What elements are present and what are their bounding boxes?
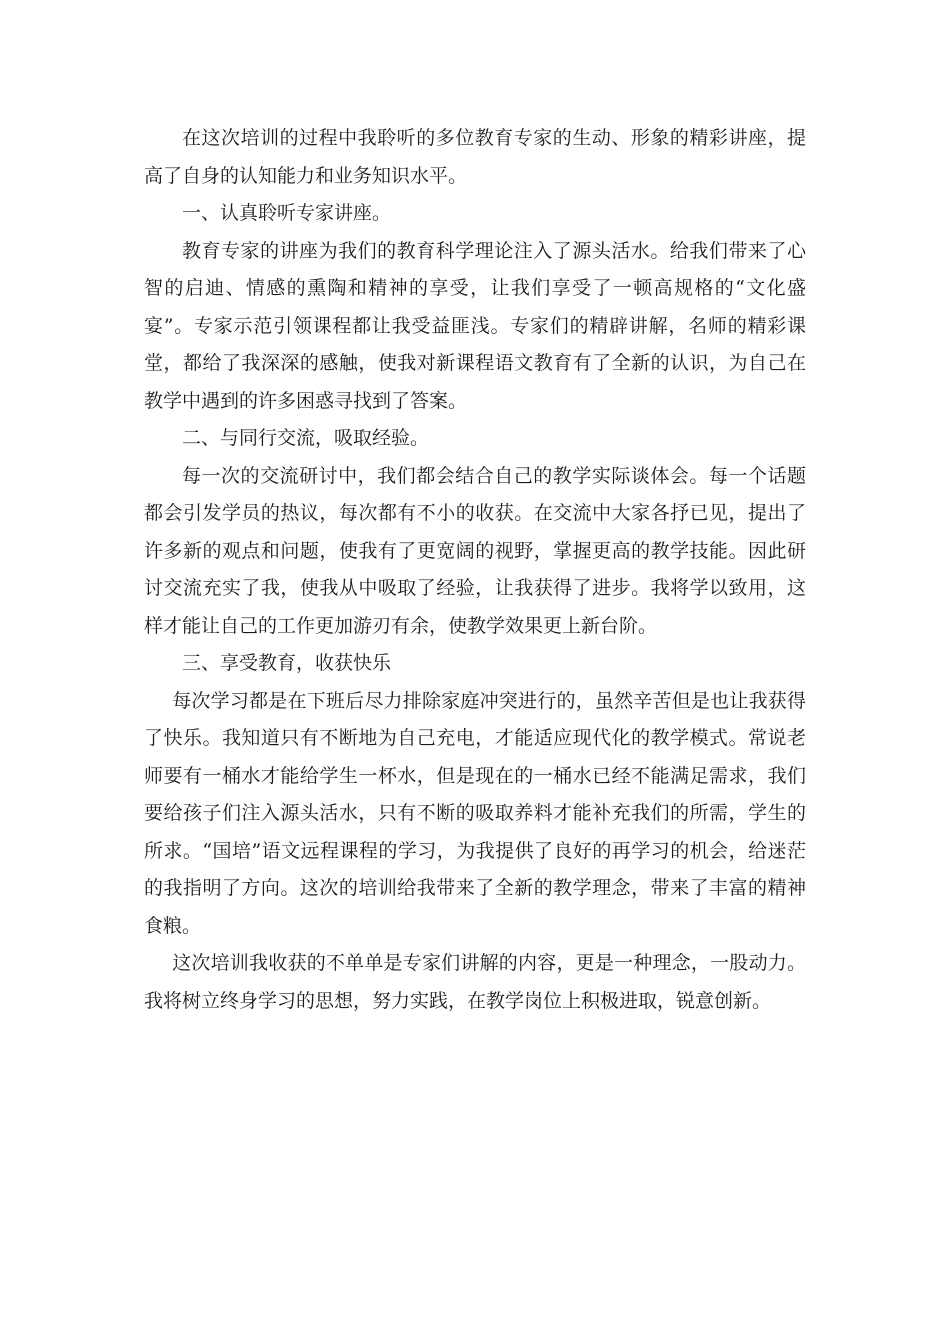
paragraph-section-3 xyxy=(144,683,806,946)
paragraph-intro: 在这次培训的过程中我聆听的多位教育专家的生动、形象的精彩讲座，提高了自身的认知能力和业务知识水平。 xyxy=(144,127,806,187)
document-body xyxy=(144,120,806,1020)
section-heading-2: 二、与同行交流，吸取经验。 xyxy=(182,427,430,449)
paragraph-section-1: 教育专家的讲座为我们的教育科学理论注入了源头活水。给我们带来了心智的启迪、情感的熏陶和精神的享受，让我们享受了一顿高规格的“文化盛宴”。专家示范引领课程都让我受益匪浅。专家们的精辟讲解，名师的精彩课堂，都给了我深深的感触，使我对新课程语文教育有了全新的认识，为自己在教学中遇到的许多困惑寻找到了答案。 xyxy=(144,239,806,412)
section-heading-3: 三、享受教育，收获快乐 xyxy=(182,652,392,674)
paragraph-section-2: 每一次的交流研讨中，我们都会结合自己的教学实际谈体会。每一个话题都会引发学员的热议，每次都有不小的收获。在交流中大家各抒已见，提出了许多新的观点和问题，使我有了更宽阔的视野，掌握更高的教学技能。因此研讨交流充实了我，使我从中吸取了经验，让我获得了进步。我将学以致用，这样才能让自己的工作更加游刃有余，使教学效果更上新台阶。 xyxy=(144,464,806,637)
section-heading-1: 一、认真聆听专家讲座。 xyxy=(182,202,392,224)
paragraph-section-3-text: 每次学习都是在下班后尽力排除家庭冲突进行的，虽然辛苦但是也让我获得了快乐。我知道只有不断地为自己充电，才能适应现代化的教学模式。常说老师要有一桶水才能给学生一杯水，但是现在的一桶水已经不能满足需求，我们要给孩子们注入源头活水，只有不断的吸取养料才能补充我们的所需，学生的所求。“国培”语文远程课程的学习，为我提供了良好的再学习的机会，给迷茫的我指明了方向。这次的培训给我带来了全新的教学理念，带来了丰富的精神食粮。 xyxy=(144,689,806,937)
paragraph-conclusion xyxy=(144,945,806,1020)
paragraph-conclusion-text: 这次培训我收获的不单单是专家们讲解的内容，更是一种理念，一股动力。我将树立终身学习的思想，努力实践，在教学岗位上积极进取，锐意创新。 xyxy=(144,952,806,1012)
